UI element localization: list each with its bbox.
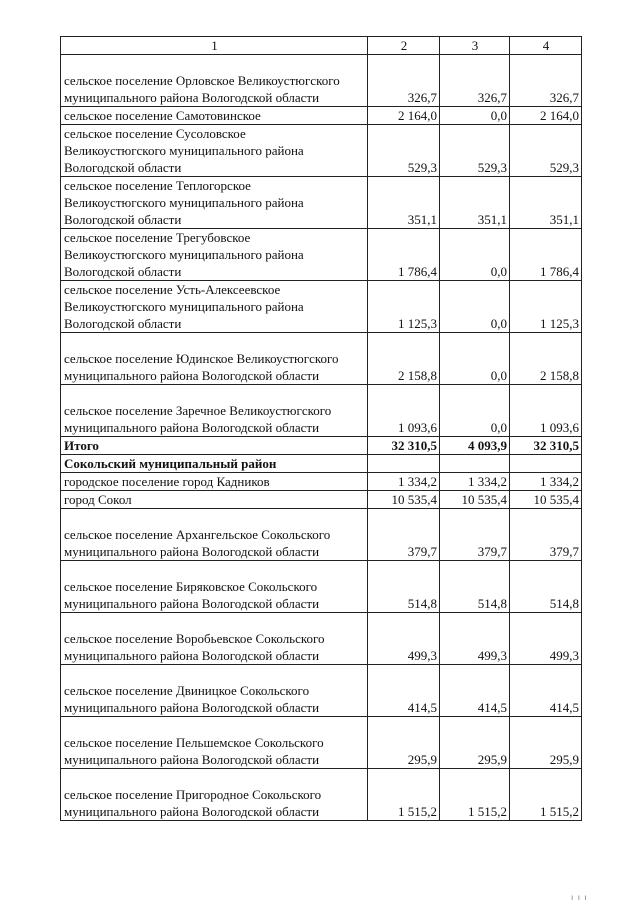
table-row — [61, 665, 582, 717]
value-column-3: 379,7 — [440, 509, 510, 561]
entity-name-cell — [61, 509, 368, 561]
value-column-4: 499,3 — [510, 613, 582, 665]
blank-line — [64, 561, 365, 578]
table-row-bold — [61, 437, 582, 455]
value-column-2: 499,3 — [368, 613, 440, 665]
table-row — [61, 333, 582, 385]
value-column-3: 529,3 — [440, 125, 510, 177]
table-row — [61, 385, 582, 437]
value-column-3: 295,9 — [440, 717, 510, 769]
entity-name-line: муниципального района Вологодской области — [64, 804, 320, 819]
value-column-2: 2 164,0 — [368, 107, 440, 125]
value-column-4: 1 093,6 — [510, 385, 582, 437]
value-column-3: 0,0 — [440, 385, 510, 437]
value-column-4: 514,8 — [510, 561, 582, 613]
value-column-2: 32 310,5 — [368, 437, 440, 455]
value-column-4: 351,1 — [510, 177, 582, 229]
value-column-2: 529,3 — [368, 125, 440, 177]
blank-line — [64, 769, 365, 786]
entity-name-cell — [61, 385, 368, 437]
value-column-2: 2 158,8 — [368, 333, 440, 385]
value-column-2: 1 125,3 — [368, 281, 440, 333]
value-column-2: 379,7 — [368, 509, 440, 561]
entity-name-cell — [61, 561, 368, 613]
value-column-4: 2 158,8 — [510, 333, 582, 385]
entity-name-line: сельское поселение Сусоловское — [64, 126, 246, 141]
value-column-4: 1 515,2 — [510, 769, 582, 821]
value-column-2: 1 786,4 — [368, 229, 440, 281]
value-column-3: 1 515,2 — [440, 769, 510, 821]
column-number-3: 3 — [440, 37, 510, 55]
entity-name-line: муниципального района Вологодской области — [64, 368, 320, 383]
entity-name-cell — [61, 229, 368, 281]
column-number-4: 4 — [510, 37, 582, 55]
entity-name-line: муниципального района Вологодской области — [64, 700, 320, 715]
entity-name-line: Вологодской области — [64, 212, 182, 227]
blank-line — [64, 717, 365, 734]
blank-line — [64, 613, 365, 630]
entity-name-line: муниципального района Вологодской области — [64, 596, 320, 611]
value-column-2: 414,5 — [368, 665, 440, 717]
blank-line — [64, 385, 365, 402]
table-row — [61, 509, 582, 561]
value-column-3: 10 535,4 — [440, 491, 510, 509]
entity-name-line: Великоустюгского муниципального района — [64, 195, 304, 210]
entity-name-line: сельское поселение Воробьевское Сокольского — [64, 631, 325, 646]
value-column-4 — [510, 455, 582, 473]
value-column-3: 0,0 — [440, 107, 510, 125]
entity-name-line: сельское поселение Юдинское Великоустюгского — [64, 351, 339, 366]
table-row — [61, 125, 582, 177]
table-row — [61, 717, 582, 769]
table-row — [61, 107, 582, 125]
value-column-3: 0,0 — [440, 281, 510, 333]
entity-name-line: Вологодской области — [64, 160, 182, 175]
column-number-header-row — [61, 37, 582, 55]
value-column-4: 10 535,4 — [510, 491, 582, 509]
entity-name-cell — [61, 473, 368, 491]
value-column-3: 326,7 — [440, 55, 510, 107]
value-column-2: 351,1 — [368, 177, 440, 229]
entity-name-line: сельское поселение Теплогорское — [64, 178, 251, 193]
entity-name-line: Великоустюгского муниципального района — [64, 247, 304, 262]
value-column-4: 326,7 — [510, 55, 582, 107]
value-column-4: 379,7 — [510, 509, 582, 561]
entity-name-line: сельское поселение Самотовинское — [64, 108, 261, 123]
value-column-4: 529,3 — [510, 125, 582, 177]
value-column-2: 295,9 — [368, 717, 440, 769]
table-row-bold — [61, 455, 582, 473]
entity-name-cell — [61, 491, 368, 509]
entity-name-line: Великоустюгского муниципального района — [64, 143, 304, 158]
entity-name-line: Великоустюгского муниципального района — [64, 299, 304, 314]
entity-name-cell — [61, 717, 368, 769]
entity-name-line: сельское поселение Двиницкое Сокольского — [64, 683, 310, 698]
entity-name-line: муниципального района Вологодской области — [64, 90, 320, 105]
entity-name-line: сельское поселение Орловское Великоустюгского — [64, 73, 340, 88]
value-column-3: 351,1 — [440, 177, 510, 229]
scan-corner-mark-icon: ı ı ı — [571, 893, 588, 902]
entity-name-line: сельское поселение Биряковское Сокольского — [64, 579, 318, 594]
value-column-4: 1 125,3 — [510, 281, 582, 333]
value-column-3: 4 093,9 — [440, 437, 510, 455]
column-number-1: 1 — [61, 37, 368, 55]
value-column-4: 414,5 — [510, 665, 582, 717]
entity-name-line: Сокольский муниципальный район — [64, 456, 277, 471]
entity-name-line: городское поселение город Кадников — [64, 474, 270, 489]
entity-name-cell — [61, 177, 368, 229]
budget-table-body — [61, 37, 582, 821]
entity-name-line: сельское поселение Усть-Алексеевское — [64, 282, 281, 297]
value-column-4: 2 164,0 — [510, 107, 582, 125]
entity-name-cell — [61, 125, 368, 177]
entity-name-line: Итого — [64, 438, 99, 453]
value-column-2: 1 515,2 — [368, 769, 440, 821]
entity-name-line: муниципального района Вологодской области — [64, 544, 320, 559]
table-row — [61, 229, 582, 281]
entity-name-line: Вологодской области — [64, 264, 182, 279]
value-column-3: 1 334,2 — [440, 473, 510, 491]
blank-line — [64, 509, 365, 526]
value-column-2: 326,7 — [368, 55, 440, 107]
entity-name-cell — [61, 55, 368, 107]
value-column-3: 0,0 — [440, 229, 510, 281]
entity-name-line: сельское поселение Пригородное Сокольского — [64, 787, 322, 802]
entity-name-line: муниципального района Вологодской области — [64, 420, 320, 435]
blank-line — [64, 333, 365, 350]
value-column-4: 295,9 — [510, 717, 582, 769]
value-column-2 — [368, 455, 440, 473]
value-column-4: 1 334,2 — [510, 473, 582, 491]
table-row — [61, 177, 582, 229]
entity-name-line: сельское поселение Пельшемское Сокольского — [64, 735, 324, 750]
value-column-3: 0,0 — [440, 333, 510, 385]
entity-name-cell — [61, 455, 368, 473]
entity-name-cell — [61, 665, 368, 717]
table-row — [61, 769, 582, 821]
entity-name-cell — [61, 613, 368, 665]
blank-line — [64, 55, 365, 72]
entity-name-line: сельское поселение Трегубовское — [64, 230, 251, 245]
entity-name-cell — [61, 107, 368, 125]
value-column-3: 499,3 — [440, 613, 510, 665]
blank-line — [64, 665, 365, 682]
value-column-3: 514,8 — [440, 561, 510, 613]
value-column-2: 1 093,6 — [368, 385, 440, 437]
column-number-2: 2 — [368, 37, 440, 55]
entity-name-line: сельское поселение Заречное Великоустюгского — [64, 403, 332, 418]
value-column-4: 1 786,4 — [510, 229, 582, 281]
value-column-2: 514,8 — [368, 561, 440, 613]
entity-name-line: муниципального района Вологодской области — [64, 752, 320, 767]
table-row — [61, 473, 582, 491]
entity-name-line: город Сокол — [64, 492, 132, 507]
table-row — [61, 55, 582, 107]
table-row — [61, 613, 582, 665]
value-column-4: 32 310,5 — [510, 437, 582, 455]
table-row — [61, 561, 582, 613]
value-column-3 — [440, 455, 510, 473]
table-row — [61, 281, 582, 333]
value-column-2: 10 535,4 — [368, 491, 440, 509]
budget-table — [60, 36, 582, 821]
entity-name-cell — [61, 333, 368, 385]
entity-name-cell — [61, 437, 368, 455]
entity-name-line: сельское поселение Архангельское Сокольского — [64, 527, 331, 542]
entity-name-cell — [61, 281, 368, 333]
entity-name-cell — [61, 769, 368, 821]
entity-name-line: муниципального района Вологодской области — [64, 648, 320, 663]
value-column-3: 414,5 — [440, 665, 510, 717]
entity-name-line: Вологодской области — [64, 316, 182, 331]
table-row — [61, 491, 582, 509]
value-column-2: 1 334,2 — [368, 473, 440, 491]
